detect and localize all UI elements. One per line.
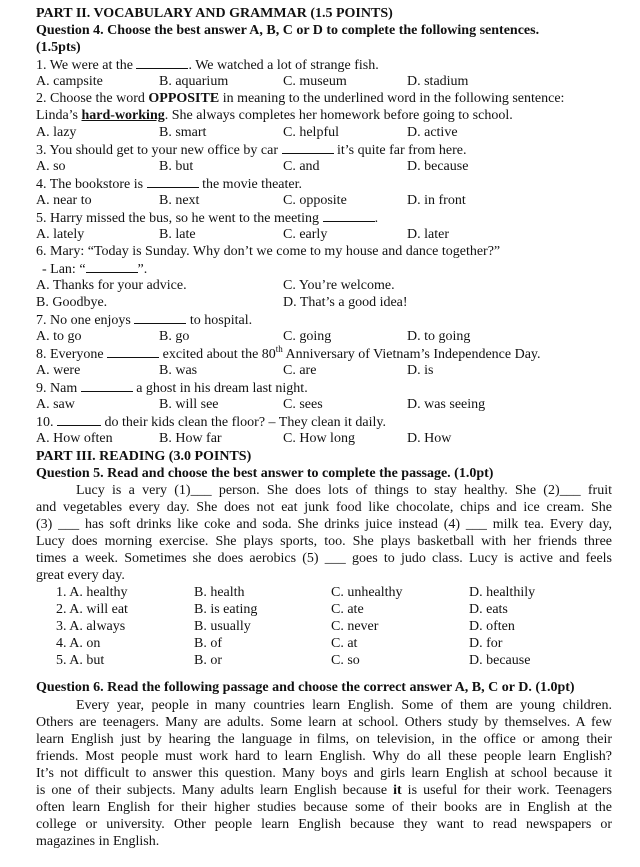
answer-blank bbox=[86, 260, 138, 273]
q3-option-c[interactable]: C. and bbox=[283, 159, 320, 174]
q2-option-d[interactable]: D. active bbox=[407, 125, 458, 140]
q8-option-c[interactable]: C. are bbox=[283, 363, 317, 378]
q8-option-a[interactable]: A. were bbox=[36, 363, 81, 378]
reading-answer-option[interactable]: 5. A. but bbox=[56, 653, 105, 668]
q1-option-d[interactable]: D. stadium bbox=[407, 74, 469, 89]
passage1-line: great every day. bbox=[36, 568, 125, 583]
answer-blank bbox=[57, 413, 101, 426]
reading-answer-option[interactable]: B. or bbox=[194, 653, 222, 668]
answer-blank bbox=[134, 311, 186, 324]
q6-option-c[interactable]: C. You’re welcome. bbox=[283, 278, 395, 293]
passage2-line: magazines in English. bbox=[36, 834, 160, 849]
reading-answer-option[interactable]: C. so bbox=[331, 653, 360, 668]
reading-answer-option[interactable]: 3. A. always bbox=[56, 619, 126, 634]
q4-points: (1.5pts) bbox=[36, 40, 81, 55]
q4-option-a[interactable]: A. near to bbox=[36, 193, 92, 208]
reading-answer-option[interactable]: D. often bbox=[469, 619, 515, 634]
reading-answer-option[interactable]: C. unhealthy bbox=[331, 585, 403, 600]
reading-answer-option[interactable]: C. never bbox=[331, 619, 379, 634]
q6-option-a[interactable]: A. Thanks for your advice. bbox=[36, 278, 187, 293]
question-9: 9. Nam a ghost in his dream last night. bbox=[36, 381, 308, 396]
reading-answer-option[interactable]: D. healthily bbox=[469, 585, 536, 600]
passage1-line: Lucy is a very (1)___ person. She does lots of things to stay healthy. She (2)___ fruit bbox=[76, 483, 612, 498]
referent-word: it bbox=[393, 783, 402, 798]
q5-option-b[interactable]: B. late bbox=[159, 227, 196, 242]
q3-option-b[interactable]: B. but bbox=[159, 159, 194, 174]
question-4: 4. The bookstore is the movie theater. bbox=[36, 177, 302, 192]
reading-answer-option[interactable]: B. usually bbox=[194, 619, 251, 634]
q4-option-c[interactable]: C. opposite bbox=[283, 193, 347, 208]
reading-answer-option[interactable]: D. eats bbox=[469, 602, 508, 617]
answer-blank bbox=[81, 379, 133, 392]
q10-option-a[interactable]: A. How often bbox=[36, 431, 113, 446]
reading-answer-option[interactable]: 4. A. on bbox=[56, 636, 101, 651]
q5-option-d[interactable]: D. later bbox=[407, 227, 449, 242]
passage1-line: and vegetables every day. She does not eat junk food like chocolate, chips and ice cream. She bbox=[36, 500, 612, 515]
question-7: 7. No one enjoys to hospital. bbox=[36, 313, 253, 328]
question-5: 5. Harry missed the bus, so he went to the meeting . bbox=[36, 211, 379, 226]
reading-answer-option[interactable]: B. health bbox=[194, 585, 245, 600]
passage1-line: (3) ___ has soft drinks like coke and soda. She drinks juice instead (4) ___ milk tea. Every day, bbox=[36, 517, 612, 532]
answer-blank bbox=[282, 141, 334, 154]
passage2-line: learn English just by hearing the language in films, on television, in the office or among their bbox=[36, 732, 612, 747]
reading-answer-option[interactable]: 1. A. healthy bbox=[56, 585, 128, 600]
passage2-line: Others are teenagers. Many are adults. Some learn at school. Others study by themselves. A few bbox=[36, 715, 612, 730]
part3-heading: PART III. READING (3.0 POINTS) bbox=[36, 449, 252, 464]
q7-option-a[interactable]: A. to go bbox=[36, 329, 82, 344]
underlined-word: hard-working bbox=[81, 108, 165, 123]
q7-option-d[interactable]: D. to going bbox=[407, 329, 471, 344]
q8-option-b[interactable]: B. was bbox=[159, 363, 198, 378]
question-8: 8. Everyone excited about the 80th Anniversary of Vietnam’s Independence Day. bbox=[36, 344, 541, 362]
answer-blank bbox=[136, 56, 188, 69]
reading-answer-option[interactable]: D. because bbox=[469, 653, 531, 668]
reading-answer-option[interactable]: 2. A. will eat bbox=[56, 602, 128, 617]
q10-option-c[interactable]: C. How long bbox=[283, 431, 355, 446]
passage2-line: Every year, people in many countries learn English. Some of them are young children. bbox=[76, 698, 612, 713]
q9-option-c[interactable]: C. sees bbox=[283, 397, 323, 412]
passage2-line: is one of their subjects. Many adults learn English because it is useful for their work. Teenagers bbox=[36, 783, 612, 798]
q1-option-a[interactable]: A. campsite bbox=[36, 74, 103, 89]
q4-option-b[interactable]: B. next bbox=[159, 193, 200, 208]
q5-option-a[interactable]: A. lately bbox=[36, 227, 85, 242]
passage2-line: It’s not difficult to answer this question. Many boys and girls learn English at school because it bbox=[36, 766, 612, 781]
question-6-response: - Lan: “ ”. bbox=[42, 262, 148, 277]
passage2-line: often learn English for their higher studies because some of their books are in English at the bbox=[36, 800, 612, 815]
passage2-line: friends. Most people must work hard to learn English. Why do all these people learn English? bbox=[36, 749, 612, 764]
q6-reading-title: Question 6. Read the following passage and choose the correct answer A, B, C or D. (1.0pt) bbox=[36, 680, 575, 695]
reading-answer-option[interactable]: C. at bbox=[331, 636, 358, 651]
question-1: 1. We were at the . We watched a lot of strange fish. bbox=[36, 58, 379, 73]
part2-heading: PART II. VOCABULARY AND GRAMMAR (1.5 POINTS) bbox=[36, 6, 393, 21]
question-2-sentence: Linda’s hard-working. She always completes her homework before going to school. bbox=[36, 108, 513, 123]
q9-option-a[interactable]: A. saw bbox=[36, 397, 75, 412]
q2-option-a[interactable]: A. lazy bbox=[36, 125, 77, 140]
q3-option-d[interactable]: D. because bbox=[407, 159, 469, 174]
reading-answer-option[interactable]: B. of bbox=[194, 636, 222, 651]
q1-option-c[interactable]: C. museum bbox=[283, 74, 347, 89]
q7-option-b[interactable]: B. go bbox=[159, 329, 190, 344]
question-3: 3. You should get to your new office by car it’s quite far from here. bbox=[36, 143, 467, 158]
passage2-line: college or university. Other people learn English because they want to read newspapers or bbox=[36, 817, 612, 832]
q10-option-b[interactable]: B. How far bbox=[159, 431, 222, 446]
answer-blank bbox=[323, 209, 375, 222]
q5-option-c[interactable]: C. early bbox=[283, 227, 328, 242]
question-10: 10. do their kids clean the floor? – They clean it daily. bbox=[36, 415, 386, 430]
q4-option-d[interactable]: D. in front bbox=[407, 193, 466, 208]
q3-option-a[interactable]: A. so bbox=[36, 159, 66, 174]
q9-option-d[interactable]: D. was seeing bbox=[407, 397, 486, 412]
q2-option-b[interactable]: B. smart bbox=[159, 125, 207, 140]
answer-blank bbox=[107, 345, 159, 358]
q1-option-b[interactable]: B. aquarium bbox=[159, 74, 229, 89]
question-2: 2. Choose the word OPPOSITE in meaning to the underlined word in the following sentence: bbox=[36, 91, 565, 106]
q6-option-d[interactable]: D. That’s a good idea! bbox=[283, 295, 408, 310]
reading-answer-option[interactable]: C. ate bbox=[331, 602, 364, 617]
passage1-line: Lucy does morning exercise. She plays sports, too. She plays basketball with her friends three bbox=[36, 534, 612, 549]
q10-option-d[interactable]: D. How bbox=[407, 431, 452, 446]
q5-reading-title: Question 5. Read and choose the best answer to complete the passage. (1.0pt) bbox=[36, 466, 494, 481]
q9-option-b[interactable]: B. will see bbox=[159, 397, 219, 412]
reading-answer-option[interactable]: D. for bbox=[469, 636, 503, 651]
passage1-line: times a week. Sometimes she does aerobics (5) ___ goes to judo class. Lucy is active and feels bbox=[36, 551, 612, 566]
q8-option-d[interactable]: D. is bbox=[407, 363, 434, 378]
reading-answer-option[interactable]: B. is eating bbox=[194, 602, 258, 617]
q4-title: Question 4. Choose the best answer A, B, C or D to complete the following sentences. bbox=[36, 23, 540, 38]
q2-option-c[interactable]: C. helpful bbox=[283, 125, 339, 140]
answer-blank bbox=[147, 175, 199, 188]
q7-option-c[interactable]: C. going bbox=[283, 329, 332, 344]
q6-option-b[interactable]: B. Goodbye. bbox=[36, 295, 108, 310]
question-6: 6. Mary: “Today is Sunday. Why don’t we come to my house and dance together?” bbox=[36, 244, 501, 259]
